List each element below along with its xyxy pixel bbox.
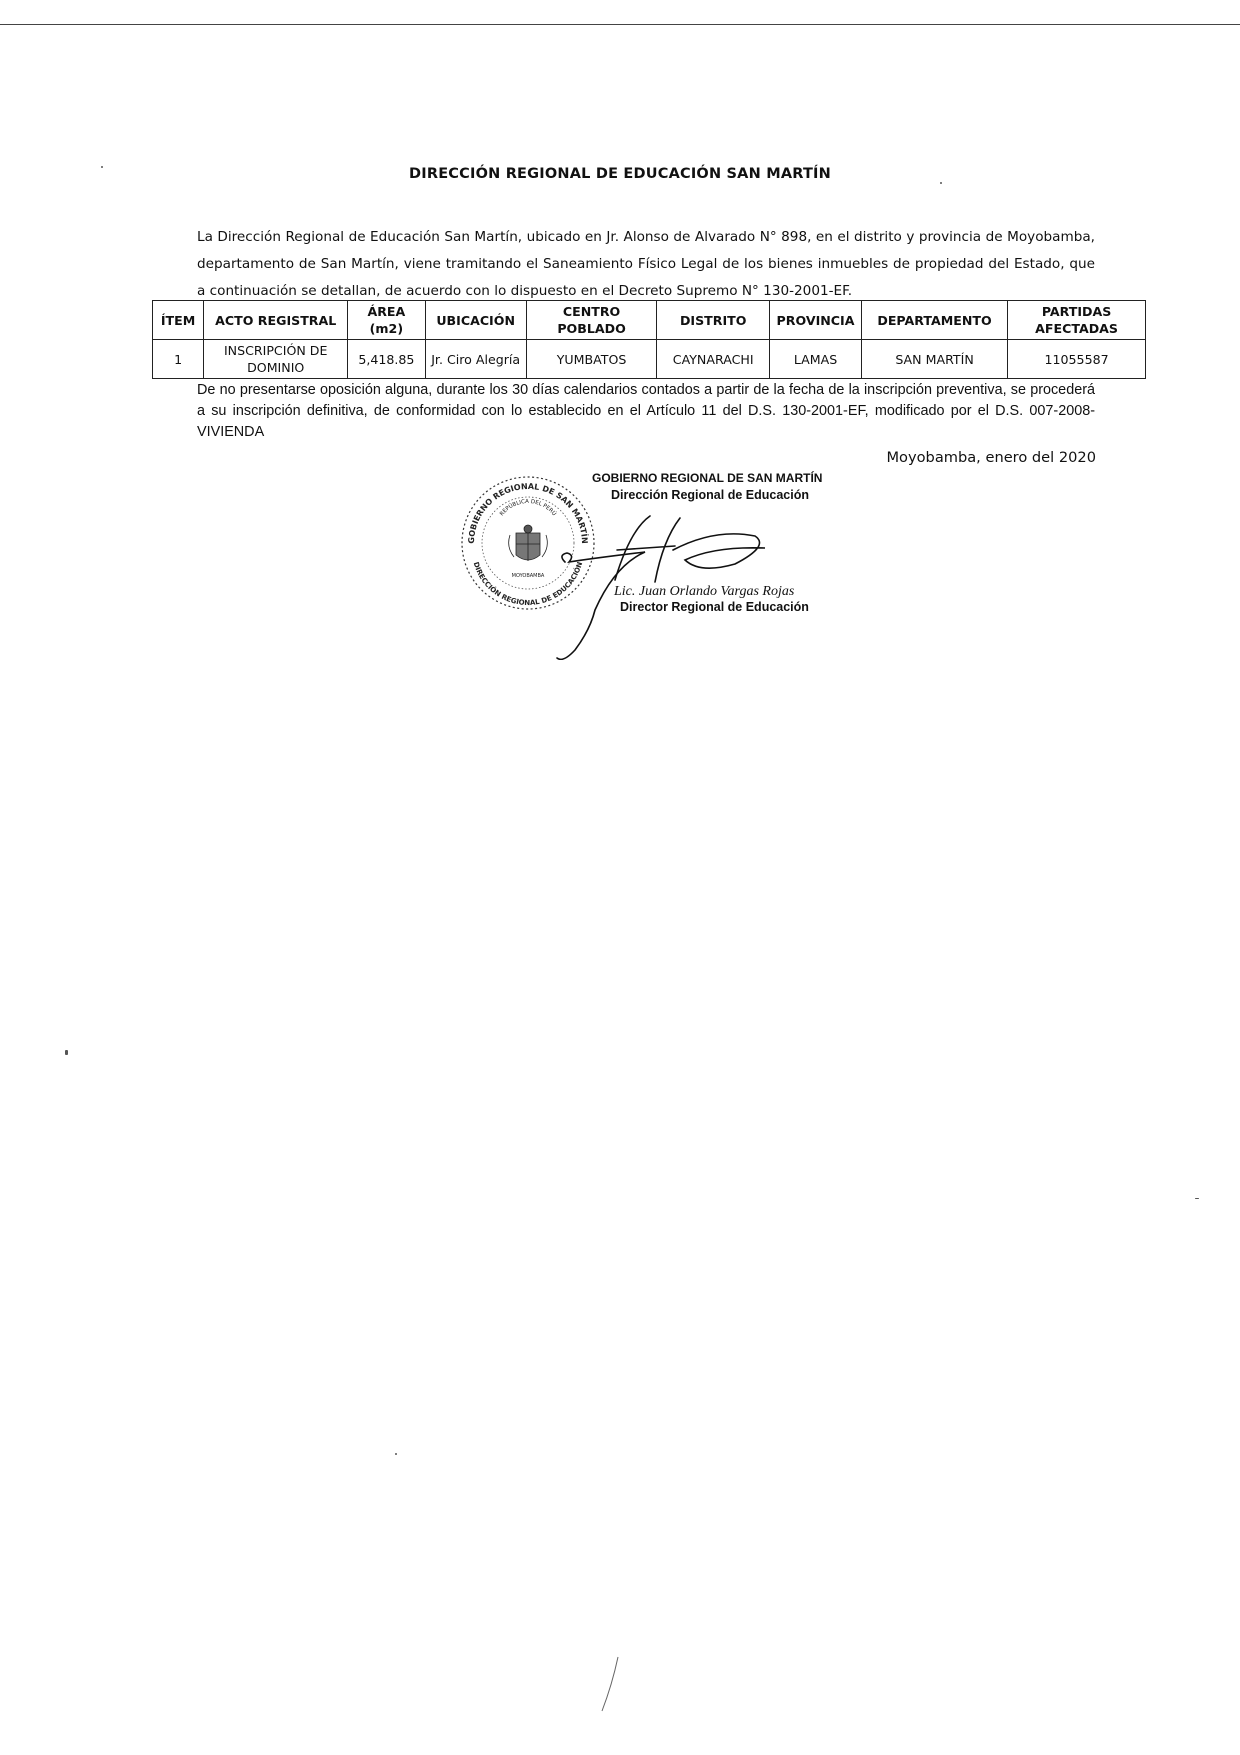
document-title: DIRECCIÓN REGIONAL DE EDUCACIÓN SAN MARTÍN — [409, 166, 831, 182]
notice-paragraph: De no presentarse oposición alguna, durante los 30 días calendarios contados a partir de la fecha de la inscripción preventiva, se procederá a su inscripción definitiva, de conformidad con lo establecido en el Artículo 11 del D.S. 130-2001-EF, modificado por el D.S. 007-2008-VIVIENDA — [197, 382, 1095, 440]
scan-stroke — [600, 1655, 620, 1715]
cell-departamento: SAN MARTÍN — [861, 340, 1007, 379]
seal-bottom-text: DIRECCIÓN REGIONAL DE EDUCACIÓN — [471, 560, 585, 608]
cell-distrito: CAYNARACHI — [657, 340, 770, 379]
cell-item: 1 — [153, 340, 204, 379]
header-distrito: DISTRITO — [657, 301, 770, 340]
header-ubicacion: UBICACIÓN — [425, 301, 526, 340]
signature-org-line1: GOBIERNO REGIONAL DE SAN MARTÍN — [592, 471, 823, 485]
cell-partidas-afectadas: 11055587 — [1008, 340, 1146, 379]
header-provincia: PROVINCIA — [770, 301, 862, 340]
scan-speck — [395, 1453, 397, 1455]
cell-acto-registral: INSCRIPCIÓN DE DOMINIO — [204, 340, 348, 379]
date-line: Moyobamba, enero del 2020 — [886, 449, 1096, 466]
property-table — [152, 300, 1146, 379]
seal-city-text: MOYOBAMBA — [511, 573, 545, 579]
top-rule — [0, 24, 1240, 25]
coat-of-arms-icon — [509, 525, 548, 561]
header-acto-registral: ACTO REGISTRAL — [204, 301, 348, 340]
cell-ubicacion: Jr. Ciro Alegría — [425, 340, 526, 379]
seal-outer-text: GOBIERNO REGIONAL DE SAN MARTÍN — [466, 481, 590, 544]
scan-speck — [1195, 1198, 1199, 1199]
scan-speck — [101, 166, 103, 168]
scan-speck — [940, 182, 942, 184]
intro-paragraph: La Dirección Regional de Educación San Martín, ubicado en Jr. Alonso de Alvarado N° 898, en el distrito y provincia de Moyobamba, departamento de San Martín, viene tramitando el Saneamiento Físico Legal de los bienes inmuebles de propiedad del Estado, que a continuación se detallan, de acuerdo con lo dispuesto en el Decreto Supremo N° 130-2001-EF. — [197, 229, 1095, 299]
cell-provincia: LAMAS — [770, 340, 862, 379]
signatory-name: Lic. Juan Orlando Vargas Rojas — [614, 584, 795, 599]
header-departamento: DEPARTAMENTO — [861, 301, 1007, 340]
header-centro-poblado: CENTRO POBLADO — [526, 301, 657, 340]
cell-centro-poblado: YUMBATOS — [526, 340, 657, 379]
scan-speck — [65, 1050, 68, 1055]
table-header-row — [153, 301, 1146, 340]
cell-area: 5,418.85 — [348, 340, 425, 379]
header-area: ÁREA (m2) — [348, 301, 425, 340]
header-partidas-afectadas: PARTIDAS AFECTADAS — [1008, 301, 1146, 340]
seal-inner-text: REPÚBLICA DEL PERÚ — [499, 498, 557, 518]
table-row — [153, 340, 1146, 379]
svg-text:REPÚBLICA DEL PERÚ — [499, 499, 557, 517]
signature-org-line2: Dirección Regional de Educación — [611, 488, 809, 502]
header-item: ÍTEM — [153, 301, 204, 340]
signatory-role: Director Regional de Educación — [620, 600, 809, 614]
